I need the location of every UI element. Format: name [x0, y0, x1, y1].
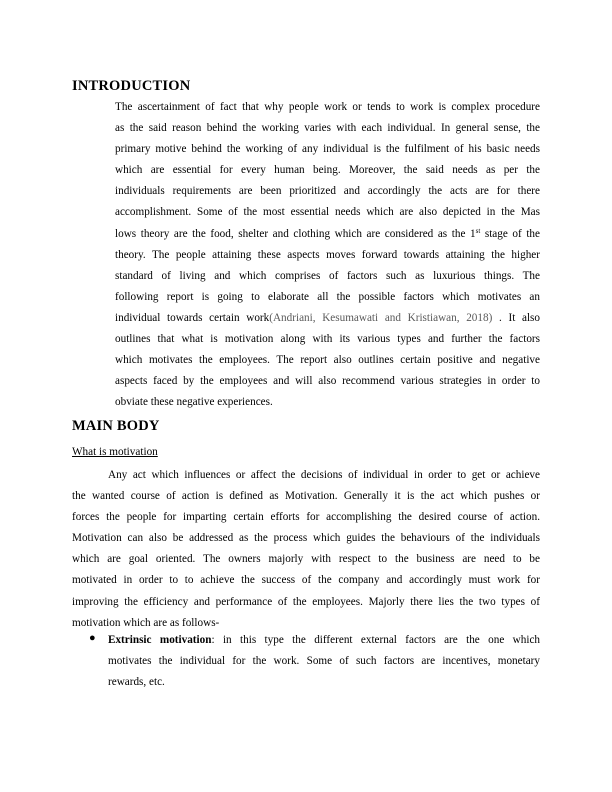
paragraph-line: motivates the individual for the work. Some of such factors are incentives, monetary: [108, 655, 540, 668]
paragraph-line: Any act which influences or affect the decisions of individual in order to get or achieve: [108, 469, 540, 481]
what-is-motivation-subheading: What is motivation: [72, 446, 158, 458]
paragraph-line: rewards, etc.: [108, 676, 165, 689]
paragraph-line: accomplishment. Some of the most essential needs which are also depicted in the Mas: [115, 206, 540, 219]
paragraph-line: primary motive behind the working of any individual is the fulfilment of his basic needs: [115, 143, 540, 156]
paragraph-line: as the said reason behind the working varies with each individual. In general sense, the: [115, 122, 540, 135]
paragraph-line: motivation which are as follows-: [72, 616, 220, 629]
bullet-icon: ●: [89, 632, 96, 644]
paragraph-line: obviate these negative experiences.: [115, 396, 273, 409]
paragraph-line: individuals requirements are been prioritized and accordingly the acts are for there: [115, 185, 540, 198]
line-text: . It also: [492, 311, 540, 324]
line-text: lows theory are the food, shelter and clothing which are considered as the 1: [115, 227, 476, 240]
line-text: stage of the: [480, 227, 540, 240]
paragraph-line: improving the efficiency and performance of the employees. Majorly there lies the two types of: [72, 595, 540, 608]
paragraph-line: Motivation can also be addressed as the process which guides the behaviours of the individuals: [72, 532, 540, 545]
paragraph-line: [108, 630, 540, 651]
bullet-term: Extrinsic motivation: [108, 634, 212, 646]
paragraph-line: which are goal oriented. The owners majorly with respect to the business are need to be: [72, 553, 540, 566]
paragraph-line: forces the people for imparting certain efforts for accomplishing the desired course of action.: [72, 511, 540, 524]
motivation-paragraph: [72, 465, 540, 634]
paragraph-line: following report is going to elaborate all the possible factors which motivates an: [115, 290, 540, 303]
paragraph-line: outlines that what is motivation along with its various types and further the factors: [115, 333, 540, 346]
paragraph-line: standard of living and which comprises of factors such as luxurious things. The: [115, 269, 540, 282]
introduction-heading: INTRODUCTION: [72, 78, 191, 94]
introduction-paragraph: [115, 97, 540, 413]
paragraph-line: theory. The people attaining these aspects moves forward towards attaining the higher: [115, 248, 540, 261]
paragraph-line: The ascertainment of fact that why people work or tends to work is complex procedure: [115, 101, 540, 113]
citation: (Andriani, Kesumawati and Kristiawan, 2018): [269, 311, 493, 324]
line-text: individual towards certain work: [115, 311, 270, 324]
bullet-item-extrinsic: [108, 630, 540, 693]
paragraph-line: which are essential for every human being. Moreover, the said needs as per the: [115, 164, 540, 177]
paragraph-line: the wanted course of action is defined as Motivation. Generally it is the act which pushes or: [72, 490, 540, 503]
paragraph-line: which motivates the employees. The report also outlines certain positive and negative: [115, 354, 540, 367]
paragraph-line: motivated in order to to achieve the success of the company and accordingly must work for: [72, 574, 540, 587]
line-text: : in this type the different external factors are the one which: [211, 634, 541, 646]
ordinal-superscript: st: [475, 226, 481, 235]
paragraph-line: aspects faced by the employees and will also recommend various strategies in order to: [115, 375, 540, 388]
paragraph-line: [115, 308, 540, 329]
main-body-heading: MAIN BODY: [72, 418, 160, 434]
paragraph-line: [115, 224, 540, 245]
